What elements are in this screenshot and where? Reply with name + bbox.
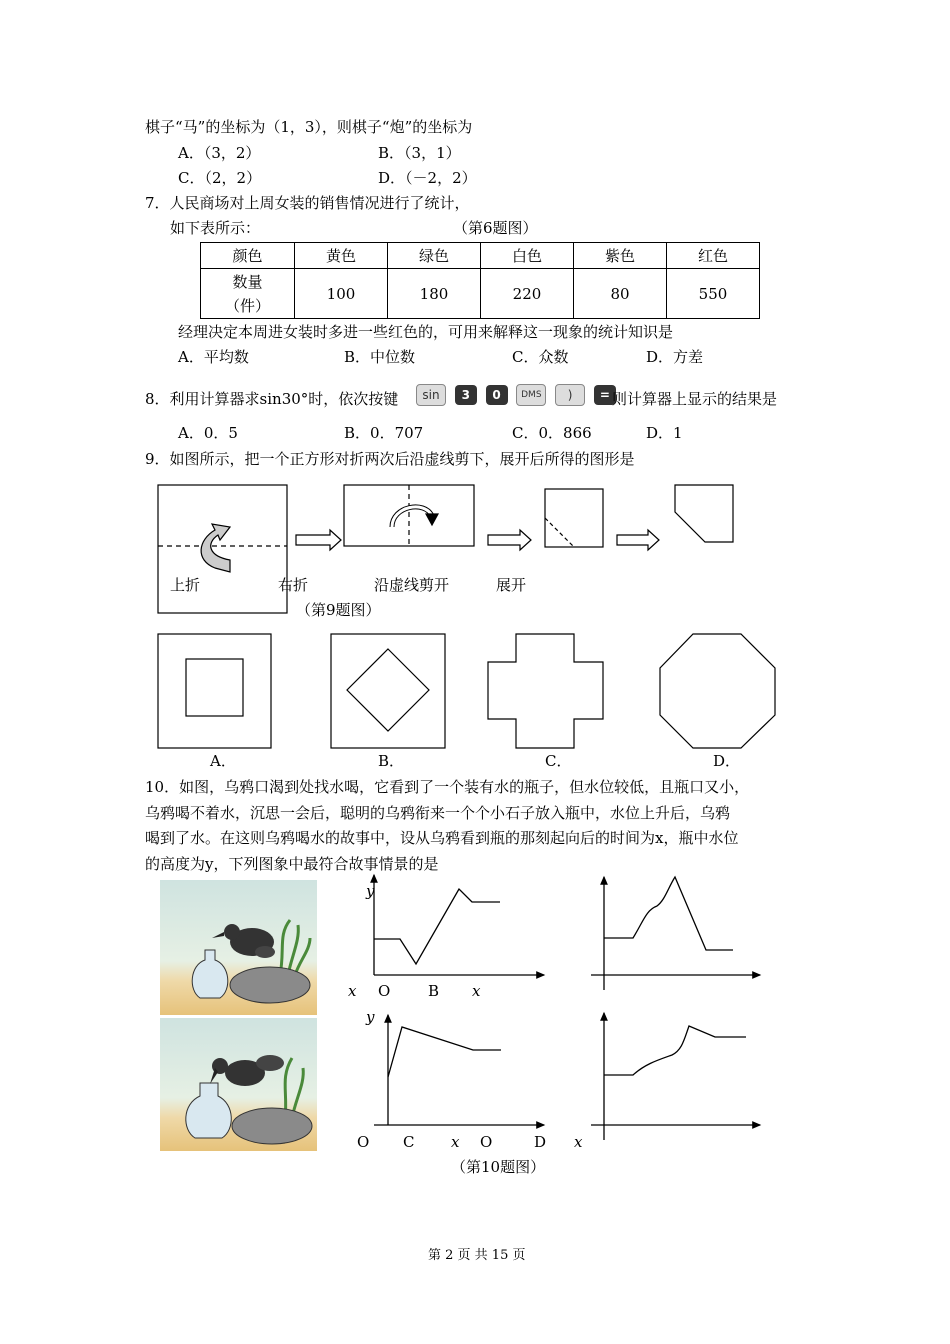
cut-figure [545,489,603,547]
q7-stem-2: 如下表所示： [170,219,261,237]
fig6-caption: （第6题图） [453,219,538,237]
q8-option-d: D．1 [646,424,683,442]
q8-option-c: C．0．866 [512,424,592,442]
graph-d-origin: O [480,1133,493,1151]
q7-option-a: A．平均数 [178,348,249,366]
q8-stem-pre: 8．利用计算器求sin30°时，依次按键 [145,390,399,408]
graph-d-x-label: x [574,1133,583,1151]
crow-picture-2 [160,1018,317,1151]
table-header-cell: 紫色 [574,243,667,269]
row-label-unit: （件） [224,296,270,315]
graph-a-y-label: y [366,882,375,900]
table-header-cell: 白色 [481,243,574,269]
graph-d-option: D [534,1133,547,1151]
dms-key-icon: DMS [516,384,546,406]
graph-b [591,877,760,990]
step-cut: 沿虚线剪开 [374,576,450,594]
q7-option-d: D．方差 [646,348,704,366]
crow-scene-icon [160,880,317,1015]
arrow-right-icon [617,530,659,550]
table-header-cell: 绿色 [388,243,481,269]
table-header-cell: 红色 [667,243,760,269]
step-fold-up: 上折 [170,576,201,594]
q9-option-d-label: D． [713,752,741,770]
arrow-right-icon [296,530,341,550]
option-a-figure [158,634,271,748]
graph-c-y-label: y [366,1008,375,1026]
option-b-figure [331,634,445,748]
graph-b-x-label: x [472,982,481,1000]
q7-option-b: B．中位数 [344,348,416,366]
graph-c-x-label: x [451,1133,460,1151]
q10-line-3: 喝到了水。在这则乌鸦喝水的故事中，设从乌鸦看到瓶的那刻起向后的时间为x，瓶中水位 [145,829,739,847]
q7-stem-3: 经理决定本周进女装时多进一些红色的，可用来解释这一现象的统计知识是 [178,323,674,341]
graph-d [591,1013,760,1140]
arrow-right-icon [488,530,531,550]
q10-line-1: 10．如图，乌鸦口渴到处找水喝，它看到了一个装有水的瓶子，但水位较低，且瓶口又小， [145,778,750,796]
q9-option-b-label: B． [378,752,405,770]
zero-key-icon: 0 [486,385,508,405]
paren-key-icon: ) [555,384,585,406]
q6-option-a: A．（3，2） [178,144,261,162]
table-cell: 550 [667,269,760,319]
q8-stem-post: 则计算器上显示的结果是 [612,390,778,408]
q7-option-c: C．众数 [512,348,569,366]
q6-option-b: B．（3，1） [378,144,461,162]
crow-picture-1 [160,880,317,1015]
graph-b-option: B [428,982,440,1000]
sin-key-icon: sin [416,384,446,406]
q9-option-c-label: C． [545,752,572,770]
row-label-quantity: 数量 [232,272,263,291]
graph-a-origin: O [378,982,391,1000]
three-key-icon: 3 [455,385,477,405]
step-unfold: 展开 [496,576,527,594]
crow-drinking-icon [160,1018,317,1151]
q9-option-a-label: A． [210,752,236,770]
q7-stem-1: 7．人民商场对上周女装的销售情况进行了统计， [145,194,470,212]
q8-option-a: A．0．5 [178,424,238,442]
unfold-figure [675,485,733,542]
fig10-caption: （第10题图） [451,1158,546,1176]
q6-option-c: C．（2，2） [178,169,262,187]
q10-line-4: 的高度为y，下列图象中最符合故事情景的是 [145,855,439,873]
graph-c-option: C [403,1133,415,1151]
graph-c-origin: O [357,1133,370,1151]
table-cell: 100 [295,269,388,319]
table-header-cell: 黄色 [295,243,388,269]
table-cell: 180 [388,269,481,319]
q9-stem: 9．如图所示，把一个正方形对折两次后沿虚线剪下，展开后所得的图形是 [145,450,635,468]
option-d-figure [660,634,775,748]
fig9-caption: （第9题图） [296,601,381,619]
graph-c [374,1015,544,1125]
graph-a-x-label: x [348,982,357,1000]
step-fold-right: 右折 [278,576,309,594]
graph-a [374,875,544,975]
q8-option-b: B．0．707 [344,424,424,442]
table-cell: 220 [481,269,574,319]
q6-stem: 棋子“马”的坐标为（1，3），则棋子“炮”的坐标为 [145,118,473,136]
table-header-cell: 颜色 [201,243,295,269]
option-c-figure [488,634,603,748]
table-cell: 80 [574,269,667,319]
q6-option-d: D．（－2，2） [378,169,477,187]
fold-right-figure [344,485,474,546]
equals-key-icon: = [594,385,616,405]
page-footer: 第 2 页 共 15 页 [428,1248,526,1263]
q10-line-2: 乌鸦喝不着水，沉思一会后，聪明的乌鸦衔来一个个小石子放入瓶中，水位上升后，乌鸦 [145,804,731,822]
